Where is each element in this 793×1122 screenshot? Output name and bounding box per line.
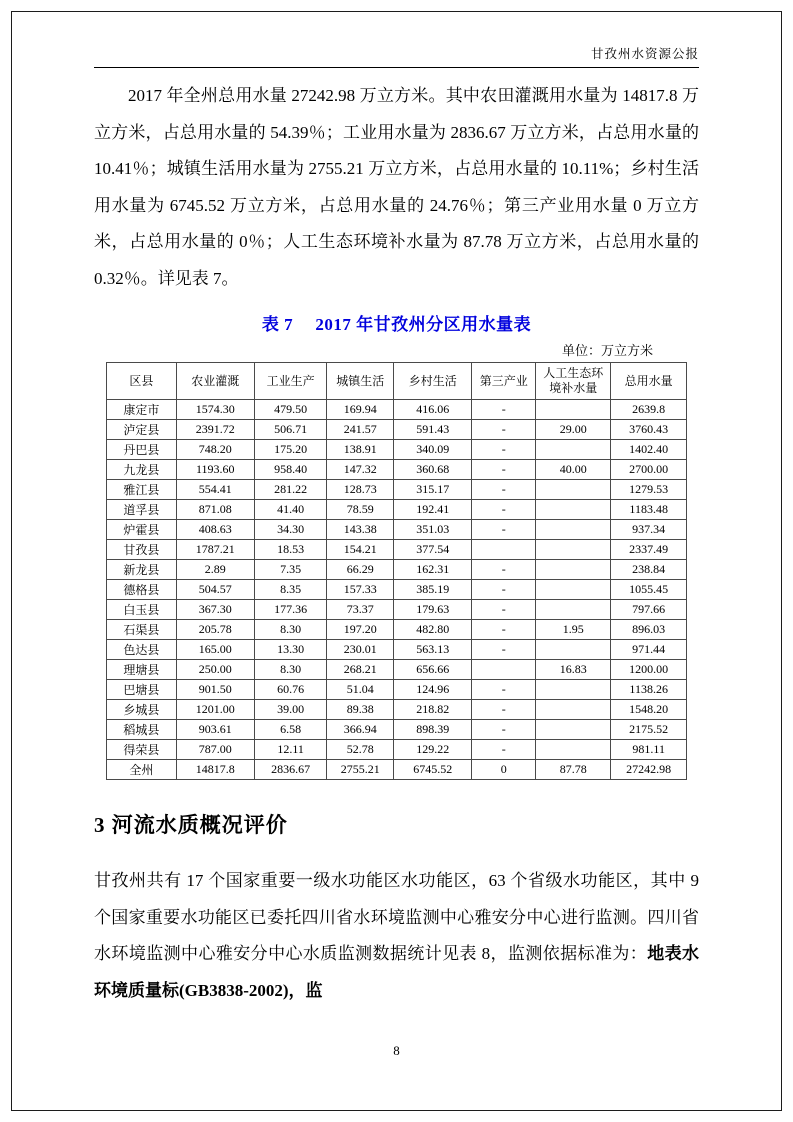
paragraph-water-usage: 2017 年全州总用水量 27242.98 万立方米。其中农田灌溉用水量为 14817.8 万立方米，占总用水量的 54.39％；工业用水量为 2836.67 万立方米，占总用水量的 10.41％；城镇生活用水量为 2755.21 万立方米，占总用水量的 10.11%；乡村生活用水量为 6745.52 万立方米，占总用水量的 24.76％；第三产业用水量 0 万立方米，占总用水量的 0％；人工生态环境补水量为 87.78 万立方米，占总用水量的 0.32％。详见表 7。 bbox=[94, 86, 699, 288]
table-row bbox=[107, 740, 687, 760]
table-header-cell: 区县 bbox=[107, 363, 177, 400]
table-cell: 1193.60 bbox=[176, 460, 254, 480]
table-cell: 797.66 bbox=[611, 600, 686, 620]
table-cell: - bbox=[472, 420, 536, 440]
table-cell: 177.36 bbox=[254, 600, 326, 620]
table7-title: 表 7 2017 年甘孜州分区用水量表 bbox=[261, 315, 532, 335]
page-content bbox=[11, 11, 782, 1111]
table-cell: 稻城县 bbox=[107, 720, 177, 740]
table-cell: 903.61 bbox=[176, 720, 254, 740]
table-cell: 炉霍县 bbox=[107, 520, 177, 540]
table-cell: 896.03 bbox=[611, 620, 686, 640]
table-cell: - bbox=[472, 460, 536, 480]
table-cell: 360.68 bbox=[394, 460, 472, 480]
table-cell: 8.35 bbox=[254, 580, 326, 600]
table-cell: 87.78 bbox=[536, 760, 611, 780]
table-row bbox=[107, 520, 687, 540]
table-cell: 52.78 bbox=[327, 740, 394, 760]
table-cell: 2337.49 bbox=[611, 540, 686, 560]
table-cell: - bbox=[472, 400, 536, 420]
table-cell: 2391.72 bbox=[176, 420, 254, 440]
table-cell bbox=[536, 500, 611, 520]
table-cell: 41.40 bbox=[254, 500, 326, 520]
table-header-cell: 工业生产 bbox=[254, 363, 326, 400]
table-cell: - bbox=[472, 740, 536, 760]
table-cell: 13.30 bbox=[254, 640, 326, 660]
table-cell: - bbox=[472, 680, 536, 700]
table-cell: - bbox=[472, 620, 536, 640]
table-cell: 504.57 bbox=[176, 580, 254, 600]
table-cell: - bbox=[472, 580, 536, 600]
table-cell: 51.04 bbox=[327, 680, 394, 700]
table-cell: 8.30 bbox=[254, 660, 326, 680]
table-cell: 1183.48 bbox=[611, 500, 686, 520]
table-cell: 128.73 bbox=[327, 480, 394, 500]
table-cell: 787.00 bbox=[176, 740, 254, 760]
table-row bbox=[107, 580, 687, 600]
table-cell bbox=[536, 740, 611, 760]
table-cell: - bbox=[472, 500, 536, 520]
table-cell: 1279.53 bbox=[611, 480, 686, 500]
table-cell: 971.44 bbox=[611, 640, 686, 660]
table-cell: 165.00 bbox=[176, 640, 254, 660]
table-cell: 60.76 bbox=[254, 680, 326, 700]
table-cell: 德格县 bbox=[107, 580, 177, 600]
table-cell: 九龙县 bbox=[107, 460, 177, 480]
table-row bbox=[107, 680, 687, 700]
table-cell bbox=[536, 560, 611, 580]
table-cell: 6.58 bbox=[254, 720, 326, 740]
table-header-row bbox=[107, 363, 687, 400]
table7-unit-label: 单位：万立方米 bbox=[561, 343, 653, 359]
table-cell: 281.22 bbox=[254, 480, 326, 500]
header-title: 甘孜州水资源公报 bbox=[590, 47, 699, 61]
table-row bbox=[107, 480, 687, 500]
table-row bbox=[107, 720, 687, 740]
table-cell: 乡城县 bbox=[107, 700, 177, 720]
table-cell: 89.38 bbox=[327, 700, 394, 720]
table-cell bbox=[536, 440, 611, 460]
table-cell: 377.54 bbox=[394, 540, 472, 560]
table-cell: 656.66 bbox=[394, 660, 472, 680]
table-cell: 39.00 bbox=[254, 700, 326, 720]
table-cell: 1200.00 bbox=[611, 660, 686, 680]
table-cell: - bbox=[472, 480, 536, 500]
table-cell: 1201.00 bbox=[176, 700, 254, 720]
table-cell: 205.78 bbox=[176, 620, 254, 640]
table-cell: - bbox=[472, 520, 536, 540]
table-cell: 8.30 bbox=[254, 620, 326, 640]
table-cell: 甘孜县 bbox=[107, 540, 177, 560]
table-cell: - bbox=[472, 720, 536, 740]
table-cell bbox=[536, 640, 611, 660]
table-cell: 78.59 bbox=[327, 500, 394, 520]
table-cell bbox=[536, 540, 611, 560]
table-cell: 218.82 bbox=[394, 700, 472, 720]
table-cell: 129.22 bbox=[394, 740, 472, 760]
table-cell: 898.39 bbox=[394, 720, 472, 740]
table-cell: 143.38 bbox=[327, 520, 394, 540]
table-cell bbox=[536, 400, 611, 420]
table-cell: 958.40 bbox=[254, 460, 326, 480]
table-cell: 丹巴县 bbox=[107, 440, 177, 460]
table-row bbox=[107, 600, 687, 620]
table-cell: - bbox=[472, 640, 536, 660]
table-cell: 16.83 bbox=[536, 660, 611, 680]
table-cell: 154.21 bbox=[327, 540, 394, 560]
table-cell: 901.50 bbox=[176, 680, 254, 700]
table-cell: 981.11 bbox=[611, 740, 686, 760]
table-cell: 2836.67 bbox=[254, 760, 326, 780]
table-cell: 新龙县 bbox=[107, 560, 177, 580]
table-cell bbox=[536, 680, 611, 700]
table-cell: 3760.43 bbox=[611, 420, 686, 440]
paragraph-water-quality bbox=[94, 863, 699, 1009]
table-cell: 1402.40 bbox=[611, 440, 686, 460]
table-header-cell: 总用水量 bbox=[611, 363, 686, 400]
table-cell: 124.96 bbox=[394, 680, 472, 700]
table-row bbox=[107, 440, 687, 460]
table-cell: 268.21 bbox=[327, 660, 394, 680]
table-cell: - bbox=[472, 560, 536, 580]
table-cell: 2175.52 bbox=[611, 720, 686, 740]
table-cell: 34.30 bbox=[254, 520, 326, 540]
table-row bbox=[107, 700, 687, 720]
table-cell: - bbox=[472, 440, 536, 460]
table-cell bbox=[536, 480, 611, 500]
table-cell: 12.11 bbox=[254, 740, 326, 760]
table-cell: 871.08 bbox=[176, 500, 254, 520]
table-row bbox=[107, 420, 687, 440]
table-cell bbox=[472, 660, 536, 680]
table-cell: 石渠县 bbox=[107, 620, 177, 640]
table-cell bbox=[472, 540, 536, 560]
table-header-cell: 人工生态环境补水量 bbox=[536, 363, 611, 400]
table-cell: 27242.98 bbox=[611, 760, 686, 780]
table-cell bbox=[536, 600, 611, 620]
paragraph-water-quality-text: 甘孜州共有 17 个国家重要一级水功能区水功能区，63 个省级水功能区，其中 9 个国家重要水功能区已委托四川省水环境监测中心雅安分中心进行监测。四川省水环境监测中心雅安分中心水质监测数据统计见表 8，监测依据标准为： bbox=[94, 871, 699, 964]
table-cell: 138.91 bbox=[327, 440, 394, 460]
table-cell: 2.89 bbox=[176, 560, 254, 580]
table-cell: 169.94 bbox=[327, 400, 394, 420]
table-row bbox=[107, 540, 687, 560]
table-cell: 563.13 bbox=[394, 640, 472, 660]
table-cell: 175.20 bbox=[254, 440, 326, 460]
table-cell: 6745.52 bbox=[394, 760, 472, 780]
page-number: 8 bbox=[393, 1043, 400, 1058]
table-cell: - bbox=[472, 600, 536, 620]
table-cell: 理塘县 bbox=[107, 660, 177, 680]
table-row bbox=[107, 640, 687, 660]
table-cell: 2700.00 bbox=[611, 460, 686, 480]
page-header bbox=[94, 44, 699, 68]
table-cell: 巴塘县 bbox=[107, 680, 177, 700]
table-header-cell: 城镇生活 bbox=[327, 363, 394, 400]
table-cell: 554.41 bbox=[176, 480, 254, 500]
table-cell: 340.09 bbox=[394, 440, 472, 460]
table-cell: 366.94 bbox=[327, 720, 394, 740]
table-cell: 14817.8 bbox=[176, 760, 254, 780]
table-cell: 408.63 bbox=[176, 520, 254, 540]
table-cell: 367.30 bbox=[176, 600, 254, 620]
table-cell: 1574.30 bbox=[176, 400, 254, 420]
table-row bbox=[107, 560, 687, 580]
table-cell: 591.43 bbox=[394, 420, 472, 440]
table-cell: 1548.20 bbox=[611, 700, 686, 720]
table-cell bbox=[536, 520, 611, 540]
table-cell: 18.53 bbox=[254, 540, 326, 560]
table-cell: 1.95 bbox=[536, 620, 611, 640]
table-row bbox=[107, 400, 687, 420]
table-cell: 147.32 bbox=[327, 460, 394, 480]
table-cell: 1138.26 bbox=[611, 680, 686, 700]
table-cell: 416.06 bbox=[394, 400, 472, 420]
table-cell: 1787.21 bbox=[176, 540, 254, 560]
table-cell: 雅江县 bbox=[107, 480, 177, 500]
table-cell: 748.20 bbox=[176, 440, 254, 460]
table-row bbox=[107, 620, 687, 640]
table-row bbox=[107, 500, 687, 520]
table-cell: 1055.45 bbox=[611, 580, 686, 600]
table-cell: 315.17 bbox=[394, 480, 472, 500]
table-cell: 得荣县 bbox=[107, 740, 177, 760]
table-cell: 230.01 bbox=[327, 640, 394, 660]
table-cell: 197.20 bbox=[327, 620, 394, 640]
table-cell: 250.00 bbox=[176, 660, 254, 680]
paragraph-water-quality-standard-bold: 地表水环境质量标(GB3838-2002)，监 bbox=[94, 944, 700, 1000]
table-cell: 351.03 bbox=[394, 520, 472, 540]
table-cell: 192.41 bbox=[394, 500, 472, 520]
table-cell bbox=[536, 580, 611, 600]
table-cell: 7.35 bbox=[254, 560, 326, 580]
table-cell bbox=[536, 720, 611, 740]
table-header-cell: 乡村生活 bbox=[394, 363, 472, 400]
table-cell: 康定市 bbox=[107, 400, 177, 420]
table-cell: - bbox=[472, 700, 536, 720]
table-cell: 泸定县 bbox=[107, 420, 177, 440]
table7-water-usage-table bbox=[106, 362, 687, 780]
table-cell: 162.31 bbox=[394, 560, 472, 580]
table-cell: 241.57 bbox=[327, 420, 394, 440]
table-cell: 40.00 bbox=[536, 460, 611, 480]
table-cell: 238.84 bbox=[611, 560, 686, 580]
table-cell: 0 bbox=[472, 760, 536, 780]
table-cell: 色达县 bbox=[107, 640, 177, 660]
table-row bbox=[107, 760, 687, 780]
table-cell: 全州 bbox=[107, 760, 177, 780]
table-cell: 2755.21 bbox=[327, 760, 394, 780]
table-cell: 482.80 bbox=[394, 620, 472, 640]
table-cell: 506.71 bbox=[254, 420, 326, 440]
table-cell: 479.50 bbox=[254, 400, 326, 420]
table-cell: 73.37 bbox=[327, 600, 394, 620]
table-row bbox=[107, 460, 687, 480]
table-cell: 385.19 bbox=[394, 580, 472, 600]
table-cell: 66.29 bbox=[327, 560, 394, 580]
table-cell: 937.34 bbox=[611, 520, 686, 540]
table-cell: 29.00 bbox=[536, 420, 611, 440]
table-cell: 179.63 bbox=[394, 600, 472, 620]
table-header-cell: 第三产业 bbox=[472, 363, 536, 400]
section3-heading: 3 河流水质概况评价 bbox=[94, 813, 288, 838]
table-cell: 白玉县 bbox=[107, 600, 177, 620]
table-cell: 2639.8 bbox=[611, 400, 686, 420]
table-cell: 157.33 bbox=[327, 580, 394, 600]
table-header-cell: 农业灌溉 bbox=[176, 363, 254, 400]
table-row bbox=[107, 660, 687, 680]
table-cell: 道孚县 bbox=[107, 500, 177, 520]
table-cell bbox=[536, 700, 611, 720]
